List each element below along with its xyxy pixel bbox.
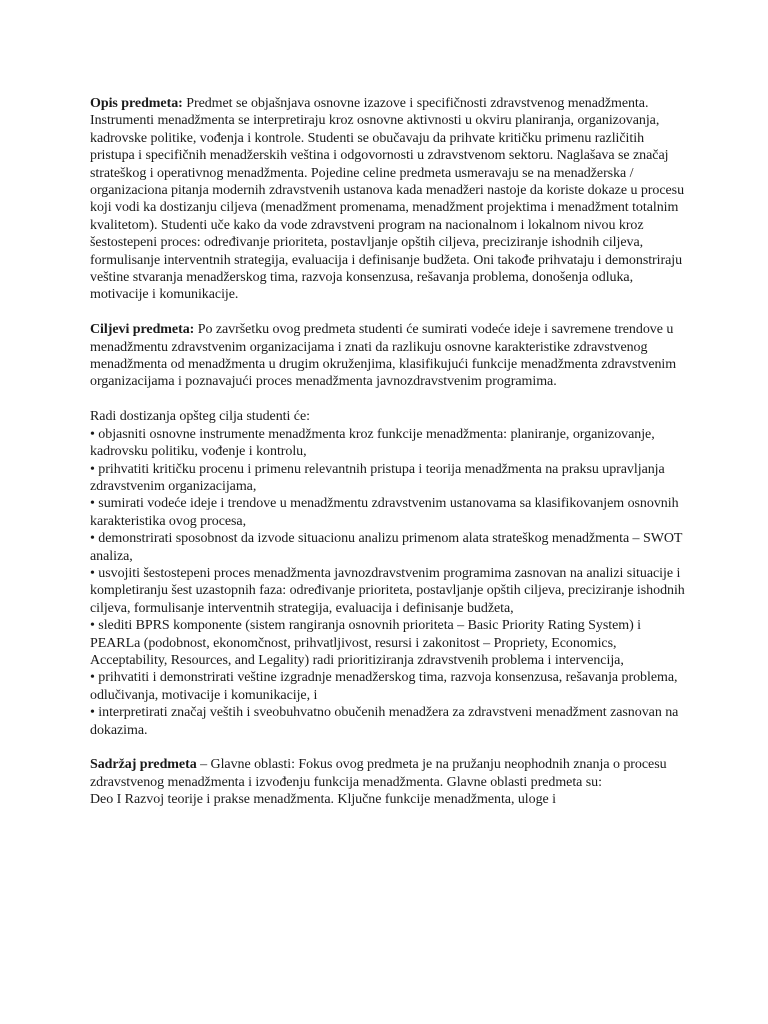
course-description-text: Predmet se objašnjava osnovne izazove i specifičnosti zdravstvenog menadžmenta. Instrumenti menadžmenta se interpretiraju kroz osnovne aktivnosti u okviru planiranja, organizovanja, kadrovske politike, vođenja i kontrole. Studenti se obučavaju da prihvate kritičku primenu različitih pristupa i specifičnih menadžerskih veština i odgovornosti u zdravstvenom sektoru. Naglašava se značaj strateškog i operativnog menadžmenta. Pojedine celine predmeta usmeravaju se na menadžerska / organizaciona pitanja modernih zdravstvenih ustanova kada menadžeri nastoje da koriste dokaze u procesu koji vodi ka dostizanju ciljeva (menadžment promenama, menadžment projektima i menadžment totalnim kvalitetom). Studenti uče kako da vode zdravstveni program na nacionalnom i lokalnom nivou kroz šestostepeni proces: određivanje prioriteta, postavljanje opštih ciljeva, preciziranje ishodnih ciljeva, formulisanje interventnih strategija, evaluacija i definisanje budžeta. Oni takođe prihvataju i demonstriraju veštine stvaranja menadžerskog tima, razvoja konsenzusa, rešavanja problema, donošenja odluka, motivacije i komunikacije. [90,96,685,303]
course-goals-heading: Ciljevi predmeta: [90,322,195,338]
part-one-line: Deo I Razvoj teorije i prakse menadžmenta. Ključne funkcije menadžmenta, uloge i [90,792,556,808]
list-item: • prihvatiti kritičku procenu i primenu relevantnih pristupa i teorija menadžmenta na praksu upravljanja zdravstvenim organizacijama, [90,461,665,494]
course-description-heading: Opis predmeta: [90,96,183,111]
course-goals-text: Po završetku ovog predmeta studenti će sumirati vodeće ideje i savremene trendove u menadžmentu zdravstvenim organizacijama i znati da razlikuju osnovne karakteristike zdravstvenog menadžmenta od menadžmenta u drugim okruženjima, klasifikujući funkcije menadžmenta zdravstvenim organizacijama i poznavajući proces menadžmenta javnozdravstvenim programima. [90,322,677,390]
list-item: • prihvatiti i demonstrirati veštine izgradnje menadžerskog tima, razvoja konsenzusa, rešavanja problema, odlučivanja, motivacije i komunikacije, i [90,670,678,703]
objectives-intro: Radi dostizanja opšteg cilja studenti će: [90,409,310,425]
document-page [90,95,690,809]
course-content-paragraph [90,756,690,791]
list-item: • sumirati vodeće ideje i trendove u menadžmentu zdravstvenim ustanovama sa klasifikovanjem osnovnih karakteristika ovog procesa, [90,496,679,529]
list-item: • usvojiti šestostepeni proces menadžmenta javnozdravstvenim programima zasnovan na analizi situacije i kompletiranju šest uzastopnih faza: određivanje prioriteta, postavljanje opštih ciljeva, preciziranje ishodnih ciljeva, formulisanje interventnih strategija, evaluacija i definisanje budžeta, [90,565,685,616]
course-content-heading: Sadržaj predmeta [90,757,197,773]
list-item: • demonstrirati sposobnost da izvode situacionu analizu primenom alata strateškog menadžmenta – SWOT analiza, [90,531,683,564]
course-description-paragraph [90,95,690,304]
list-item: • slediti BPRS komponente (sistem rangiranja osnovnih prioriteta – Basic Priority Rating System) i PEARLa (podobnost, ekonomčnost, prihvatljivost, resursi i zakonitost – Propriety, Economics, Acceptability, Resources, and Legality) radi prioritiziranja zdravstvenih problema i intervencija, [90,618,642,668]
objectives-list [90,426,690,739]
list-item: • interpretirati značaj veštih i sveobuhvatno obučenih menadžera za zdravstveni menadžment zasnovan na dokazima. [90,705,679,738]
course-content-text: – Glavne oblasti: Fokus ovog predmeta je na pružanju neophodnih znanja o procesu zdravstvenog menadžmenta i izvođenju funkcija menadžmenta. Glavne oblasti predmeta su: [90,757,667,790]
course-goals-paragraph [90,321,690,391]
list-item: • objasniti osnovne instrumente menadžmenta kroz funkcije menadžmenta: planiranje, organizovanje, kadrovsku politiku, vođenje i kontrolu, [90,426,655,460]
